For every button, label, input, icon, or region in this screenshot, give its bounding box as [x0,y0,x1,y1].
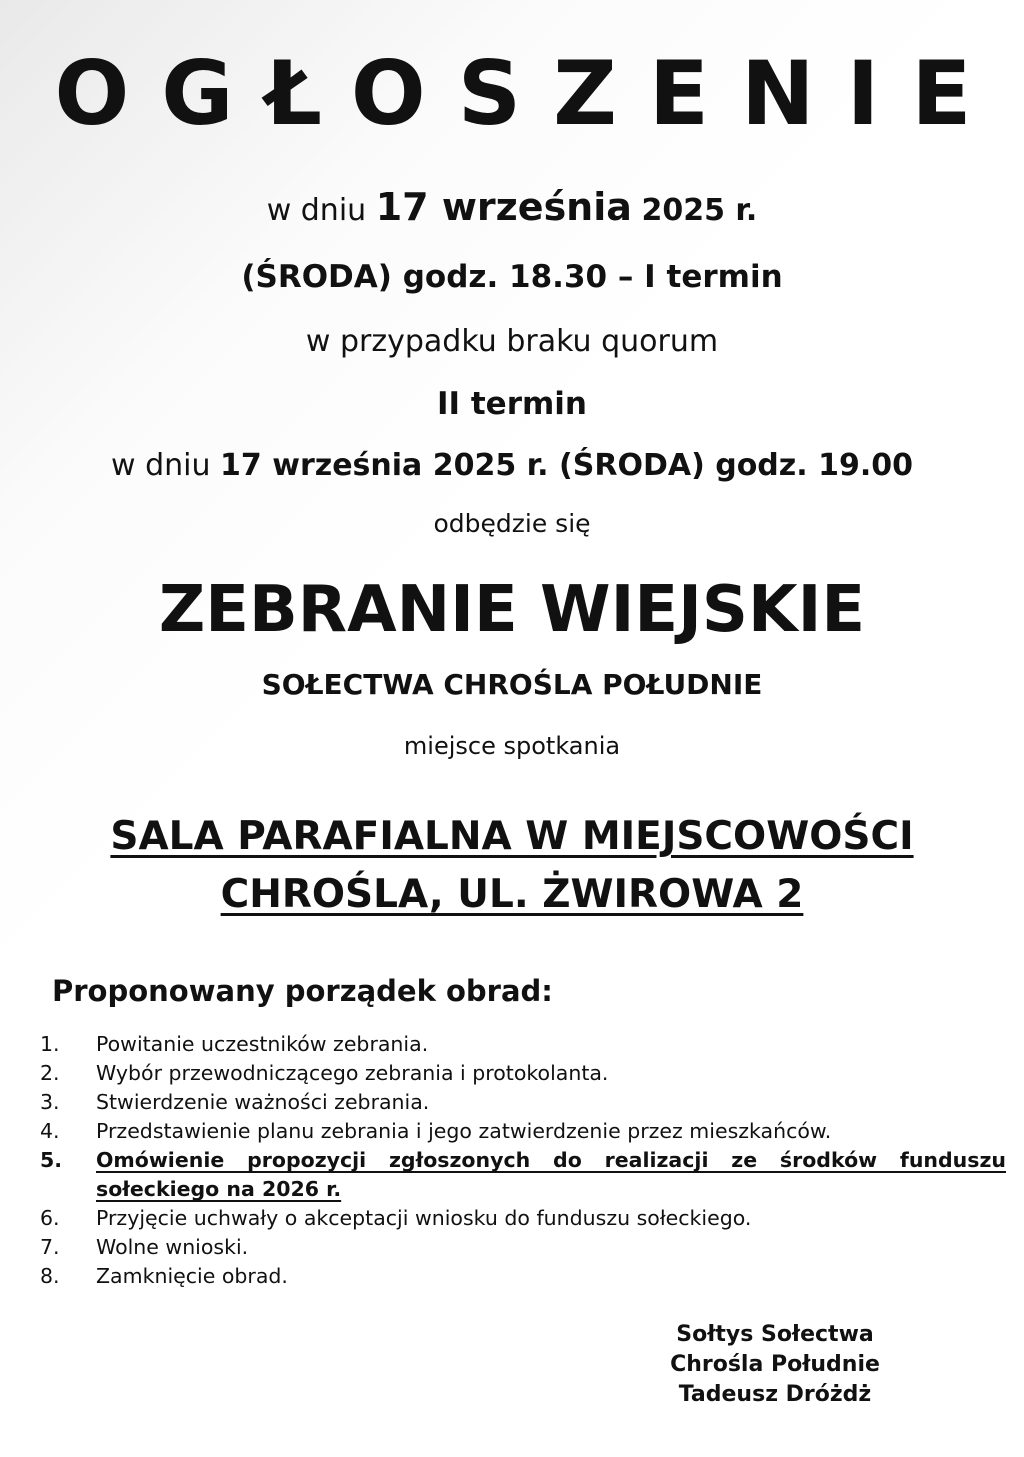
meeting-subtitle: SOŁECTWA CHROŚLA POŁUDNIE [261,668,763,701]
second-term-datetime: 17 września 2025 r. (ŚRODA) godz. 19.00 [220,448,913,483]
first-term-day: 17 września [375,185,632,229]
agenda-item-number: 8. [40,1264,60,1288]
agenda-item-number: 6. [40,1206,60,1230]
agenda-item-number: 5. [40,1148,63,1172]
quorum-note: w przypadku braku quorum [305,324,719,359]
signature-line-2: Chrośla Południe [670,1352,880,1377]
agenda-item-text: Przyjęcie uchwały o akceptacji wniosku do funduszu sołeckiego. [96,1206,752,1230]
venue-line-2: CHROŚLA, UL. ŻWIROWA 2 [220,872,804,917]
agenda-item-text: Powitanie uczestników zebrania. [96,1032,429,1056]
page-title: OGŁOSZENIE [54,42,1004,145]
agenda-list [40,1030,1006,1291]
agenda-item-number: 3. [40,1090,60,1114]
agenda-item [40,1262,1006,1291]
second-term-date [0,444,1024,488]
agenda-title: Proponowany porządek obrad: [52,974,553,1008]
agenda-item-number: 7. [40,1235,60,1259]
first-term-time: (ŚRODA) godz. 18.30 – I termin [241,259,783,295]
agenda-item-text: Stwierdzenie ważności zebrania. [96,1090,430,1114]
agenda-item [40,1088,1006,1117]
agenda-item-text: Przedstawienie planu zebrania i jego zatwierdzenie przez mieszkańców. [96,1119,832,1143]
signature [640,1320,910,1410]
first-term-prefix: w dniu [266,193,367,228]
agenda-item [40,1233,1006,1262]
agenda-item [40,1030,1006,1059]
agenda-item-highlighted [40,1146,1006,1204]
agenda-item-text: Zamknięcie obrad. [96,1264,288,1288]
agenda-item-number: 4. [40,1119,60,1143]
agenda-item-text: Wybór przewodniczącego zebrania i protokolanta. [96,1061,609,1085]
first-term-year: 2025 r. [641,193,758,228]
place-label: miejsce spotkania [403,732,621,760]
signature-line-3: Tadeusz Dróżdż [678,1382,872,1407]
agenda-item-number: 2. [40,1061,60,1085]
agenda-item [40,1117,1006,1146]
agenda-item-text: Wolne wnioski. [96,1235,249,1259]
will-take-place: odbędzie się [433,509,591,538]
first-term-date [0,182,1024,236]
meeting-title: ZEBRANIE WIEJSKIE [158,573,866,647]
signature-line-1: Sołtys Sołectwa [676,1322,874,1347]
agenda-item-text: Omówienie propozycji zgłoszonych do realizacji ze środków funduszu sołeckiego na 2026 r. [96,1148,1006,1201]
agenda-item [40,1059,1006,1088]
second-term-prefix: w dniu [111,448,211,483]
agenda-item-number: 1. [40,1032,60,1056]
venue [0,808,1024,924]
venue-line-1: SALA PARAFIALNA W MIEJSCOWOŚCI [110,814,914,859]
second-term-label: II termin [437,386,587,422]
agenda-item [40,1204,1006,1233]
